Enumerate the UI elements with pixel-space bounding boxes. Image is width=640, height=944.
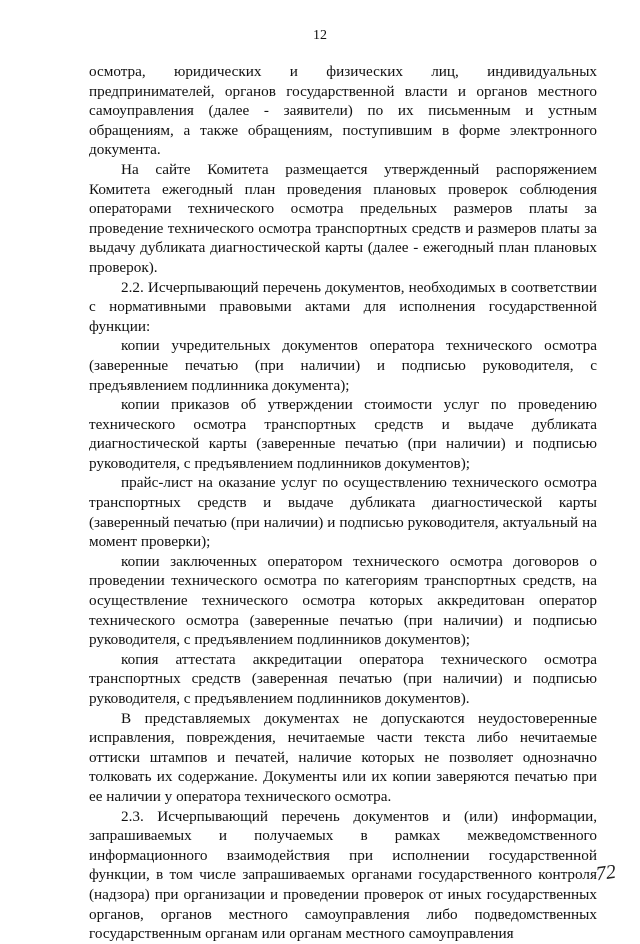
- paragraph: копии приказов об утверждении стоимости услуг по проведению технического осмотра транспортных средств и выдаче дубликата диагностической карты (заверенные печатью (при наличии) и подписью руководителя, с предъявлением подлинников документов);: [89, 396, 597, 472]
- document-body: [89, 62, 597, 944]
- paragraph: копии заключенных оператором технического осмотра договоров о проведении технического осмотра по категориям транспортных средств, на осуществление технического осмотра которых аккредитован оператор технического осмотра (заверенные печатью (при наличии) и подписью руководителя, с предъявлением подлинников документов);: [89, 552, 597, 649]
- handwritten-page-mark: 72: [594, 860, 618, 886]
- paragraph: копия аттестата аккредитации оператора технического осмотра транспортных средств (заверенная печатью (при наличии) и подписью руководителя, с предъявлением подлинников документов).: [89, 650, 597, 707]
- paragraph: 2.3. Исчерпывающий перечень документов и (или) информации, запрашиваемых и получаемых в рамках межведомственного информационного взаимодействия при исполнении государственной функции, в том числе запрашиваемых органами государственного контроля (надзора) при организации и проведении проверок от иных государственных органов, органов местного самоуправления либо подведомственных государственным органам или органам местного самоуправления: [89, 807, 597, 943]
- paragraph: В представляемых документах не допускаются неудостоверенные исправления, повреждения, нечитаемые части текста либо нечитаемые оттиски штампов и печатей, наличие которых не позволяет однозначно толковать их содержание. Документы или их копии заверяются печатью при ее наличии у оператора технического осмотра.: [89, 709, 597, 805]
- page-number: 12: [313, 28, 327, 43]
- paragraph: осмотра, юридических и физических лиц, индивидуальных предпринимателей, органов государственной власти и органов местного самоуправления (далее - заявители) по их письменным и устным обращениям, а также обращениям, поступившим в форме электронного документа.: [89, 63, 597, 159]
- paragraph: прайс-лист на оказание услуг по осуществлению технического осмотра транспортных средств и выдаче дубликата диагностической карты (заверенный печатью (при наличии) и подписью руководителя, актуальный на момент проверки);: [89, 474, 597, 551]
- paragraph: 2.2. Исчерпывающий перечень документов, необходимых в соответствии с нормативными правовыми актами для исполнения государственной функции:: [89, 278, 597, 335]
- paragraph: копии учредительных документов оператора технического осмотра (заверенные печатью (при наличии) и подписью руководителя, с предъявлением подлинника документа);: [89, 337, 597, 394]
- paragraph: На сайте Комитета размещается утвержденный распоряжением Комитета ежегодный план проведения плановых проверок соблюдения операторами технического осмотра предельных размеров платы за проведение технического осмотра транспортных средств и размеров платы за выдачу дубликата диагностической карты (далее - ежегодный план плановых проверок).: [89, 160, 597, 276]
